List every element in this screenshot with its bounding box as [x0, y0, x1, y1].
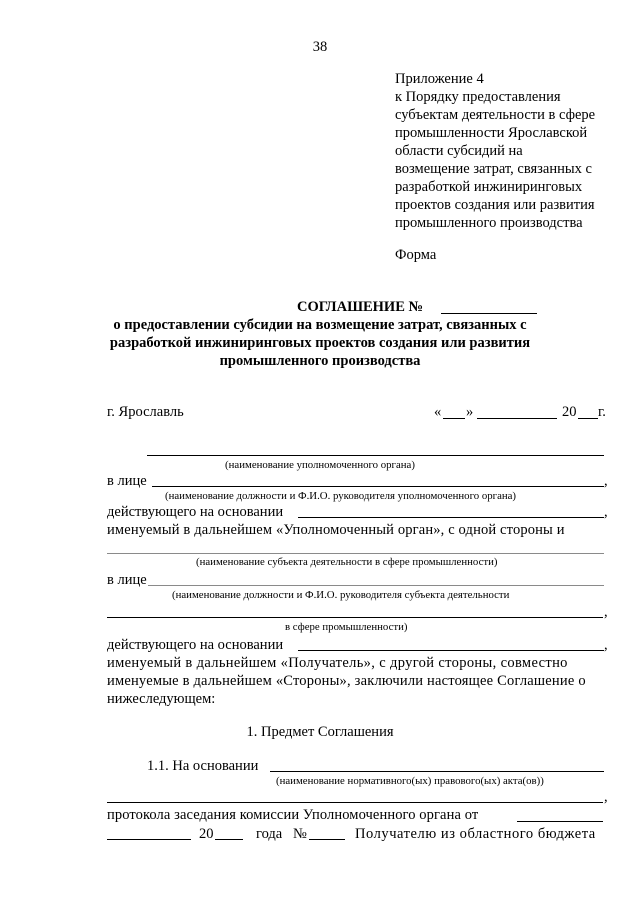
section-heading: 1. Предмет Соглашения	[246, 724, 394, 740]
protocol-number-sign: №	[293, 826, 307, 842]
appendix-line: промышленности Ярославской	[395, 125, 588, 141]
caption-legal-acts: (наименование нормативного(ых) правового(ых) акта(ов))	[276, 775, 544, 787]
recipient-text-line: именуемые в дальнейшем «Стороны», заключили настоящее Соглашение о	[107, 673, 586, 689]
agreement-heading: СОГЛАШЕНИЕ №	[297, 299, 424, 315]
appendix-line: области субсидий на	[395, 143, 523, 159]
appendix-line: Приложение 4	[395, 71, 484, 87]
appendix-block	[395, 70, 595, 232]
date-open-quote: «	[434, 404, 442, 420]
appendix-line: проектов создания или развития	[395, 197, 595, 213]
acting-basis-field-2[interactable]	[298, 650, 604, 651]
date-year-suffix: г.	[598, 404, 606, 420]
authorized-named-text: именуемый в дальнейшем «Уполномоченный орган», с одной стороны и	[107, 522, 565, 538]
comma: ,	[604, 504, 608, 520]
authorized-body-field[interactable]	[147, 455, 604, 456]
date-month-field[interactable]	[477, 418, 557, 419]
acting-basis-label-2: действующего на основании	[107, 637, 284, 653]
head-of-subject-field-2[interactable]	[107, 617, 603, 618]
comma: ,	[604, 637, 608, 653]
form-label: Форма	[395, 247, 437, 263]
date-year-field[interactable]	[578, 418, 598, 419]
agreement-subtitle-line: о предоставлении субсидии на возмещение затрат, связанных с	[113, 317, 527, 333]
page-number: 38	[312, 39, 328, 55]
city: г. Ярославль	[107, 404, 184, 420]
protocol-year-word: года	[256, 826, 283, 842]
agreement-subtitle-line: промышленного производства	[219, 353, 421, 369]
caption-authorized-body: (наименование уполномоченного органа)	[225, 459, 415, 471]
protocol-date-field[interactable]	[517, 821, 603, 822]
protocol-number-field[interactable]	[309, 839, 345, 840]
head-of-subject-field[interactable]	[148, 585, 604, 586]
caption-in-industry: в сфере промышленности)	[285, 621, 408, 633]
agreement-subtitle-line: разработкой инжиниринговых проектов создания или развития	[109, 335, 531, 351]
caption-head-of-subject: (наименование должности и Ф.И.О. руководителя субъекта деятельности	[172, 589, 510, 601]
comma: ,	[604, 604, 608, 620]
date-close-quote: »	[466, 404, 474, 420]
comma: ,	[604, 789, 608, 805]
clause-1-1-start: 1.1. На основании	[147, 758, 259, 774]
subject-name-field[interactable]	[107, 553, 604, 554]
protocol-day-month-field[interactable]	[107, 839, 191, 840]
recipient-text-line: нижеследующем:	[107, 691, 216, 707]
protocol-year-field[interactable]	[215, 839, 243, 840]
in-person-label: в лице	[107, 473, 147, 489]
agreement-number-field[interactable]	[441, 313, 537, 314]
caption-head-of-body: (наименование должности и Ф.И.О. руководителя уполномоченного органа)	[165, 490, 517, 502]
legal-acts-field[interactable]	[270, 771, 604, 772]
appendix-line: субъектам деятельности в сфере	[395, 107, 596, 123]
acting-basis-field[interactable]	[298, 517, 604, 518]
date-day-field[interactable]	[443, 418, 465, 419]
caption-subject: (наименование субъекта деятельности в сфере промышленности)	[196, 556, 498, 568]
appendix-line: разработкой инжиниринговых	[395, 179, 583, 195]
appendix-line: возмещение затрат, связанных с	[395, 161, 592, 177]
recipient-budget-text: Получателю из областного бюджета	[355, 826, 596, 842]
protocol-text: протокола заседания комиссии Уполномоченного органа от	[107, 807, 479, 823]
in-person-label-2: в лице	[107, 572, 147, 588]
date-year-prefix: 20	[562, 404, 577, 420]
legal-acts-field-2[interactable]	[107, 802, 603, 803]
protocol-year-prefix: 20	[199, 826, 214, 842]
appendix-line: к Порядку предоставления	[395, 89, 561, 105]
recipient-text-line: именуемый в дальнейшем «Получатель», с другой стороны, совместно	[107, 655, 568, 671]
comma: ,	[604, 473, 608, 489]
head-of-body-field[interactable]	[152, 486, 604, 487]
appendix-line: промышленного производства	[395, 215, 583, 231]
acting-basis-label: действующего на основании	[107, 504, 284, 520]
